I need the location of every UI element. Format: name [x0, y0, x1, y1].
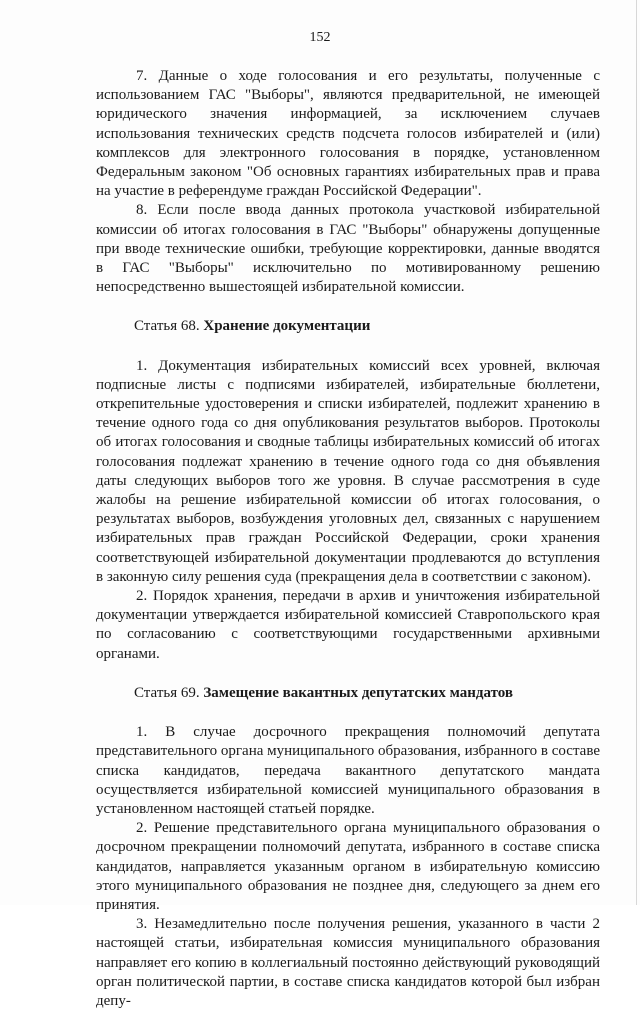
article-68-number: Статья 68.: [134, 318, 204, 335]
article-69-number: Статья 69.: [134, 684, 204, 701]
paragraph-8-data-correction: 8. Если после ввода данных протокола участковой избирательной комиссии об итогах голосования в ГАС "Выборы" обнаружены допущенные при вводе технические ошибки, требующие корректировки, данные вводятся в ГАС "Выборы" исключительно по мотивированному решению непосредственно вышестоящей избирательной комиссии.: [96, 202, 600, 296]
article-69-paragraph-1: 1. В случае досрочного прекращения полномочий депутата представительного органа муниципального образования, избранного в составе списка кандидатов, передача вакантного депутатского мандата осуществляется избирательной комиссией муниципального образования в установленном настоящей статьей порядке.: [96, 724, 600, 817]
document-body: [96, 67, 600, 1011]
article-68-title: Хранение документации: [203, 318, 371, 335]
article-68-paragraph-2: 2. Порядок хранения, передачи в архив и уничтожения избирательной документации утверждается избирательной комиссией Ставропольского края по согласованию с соответствующими государственными архивными органами.: [96, 588, 600, 662]
paragraph-7-vote-data: 7. Данные о ходе голосования и его результаты, полученные с использованием ГАС "Выборы", являются предварительной, не имеющей юридического значения информацией, за исключением случаев использования технических средств подсчета голосов избирателей и (или) комплексов для электронного голосования в порядке, установленном Федеральным законом "Об основных гарантиях избирательных прав и права на участие в референдуме граждан Российской Федерации".: [96, 68, 600, 200]
page-number: 152: [309, 30, 331, 45]
article-68-paragraph-1: 1. Документация избирательных комиссий всех уровней, включая подписные листы с подписями избирателей, избирательные бюллетени, открепительные удостоверения и списки избирателей, подлежит хранению в течение одного года со дня опубликования результатов выборов. Протоколы об итогах голосования и сводные таблицы избирательных комиссий об итогах голосования подлежат хранению в течение одного года со дня объявления даты следующих выборов того же уровня. В случае рассмотрения в суде жалобы на решение избирательной комиссии об итогах голосования, о результатах выборов, возбуждения уголовных дел, связанных с нарушением избирательных прав граждан Российской Федерации, сроки хранения соответствующей избирательной документации продлеваются до вступления в законную силу решения суда (прекращения дела в соответствии с законом).: [96, 357, 600, 585]
article-69-paragraph-2: 2. Решение представительного органа муниципального образования о досрочном прекращении полномочий депутата, избранного в составе списка кандидатов, направляется указанным органом в избирательную комиссию этого муниципального образования не позднее дня, следующего за днем его принятия.: [96, 820, 600, 913]
scan-edge-line: [636, 0, 637, 905]
article-69-heading: [96, 684, 600, 703]
article-68-heading: [96, 317, 600, 336]
article-69-title: Замещение вакантных депутатских мандатов: [203, 684, 513, 701]
article-69-paragraph-3: 3. Незамедлительно после получения решения, указанного в части 2 настоящей статьи, избирательная комиссия муниципального образования направляет его копию в коллегиальный постоянно действующий руководящий орган политической партии, в составе списка кандидатов которой был избран депу-: [96, 916, 600, 1009]
